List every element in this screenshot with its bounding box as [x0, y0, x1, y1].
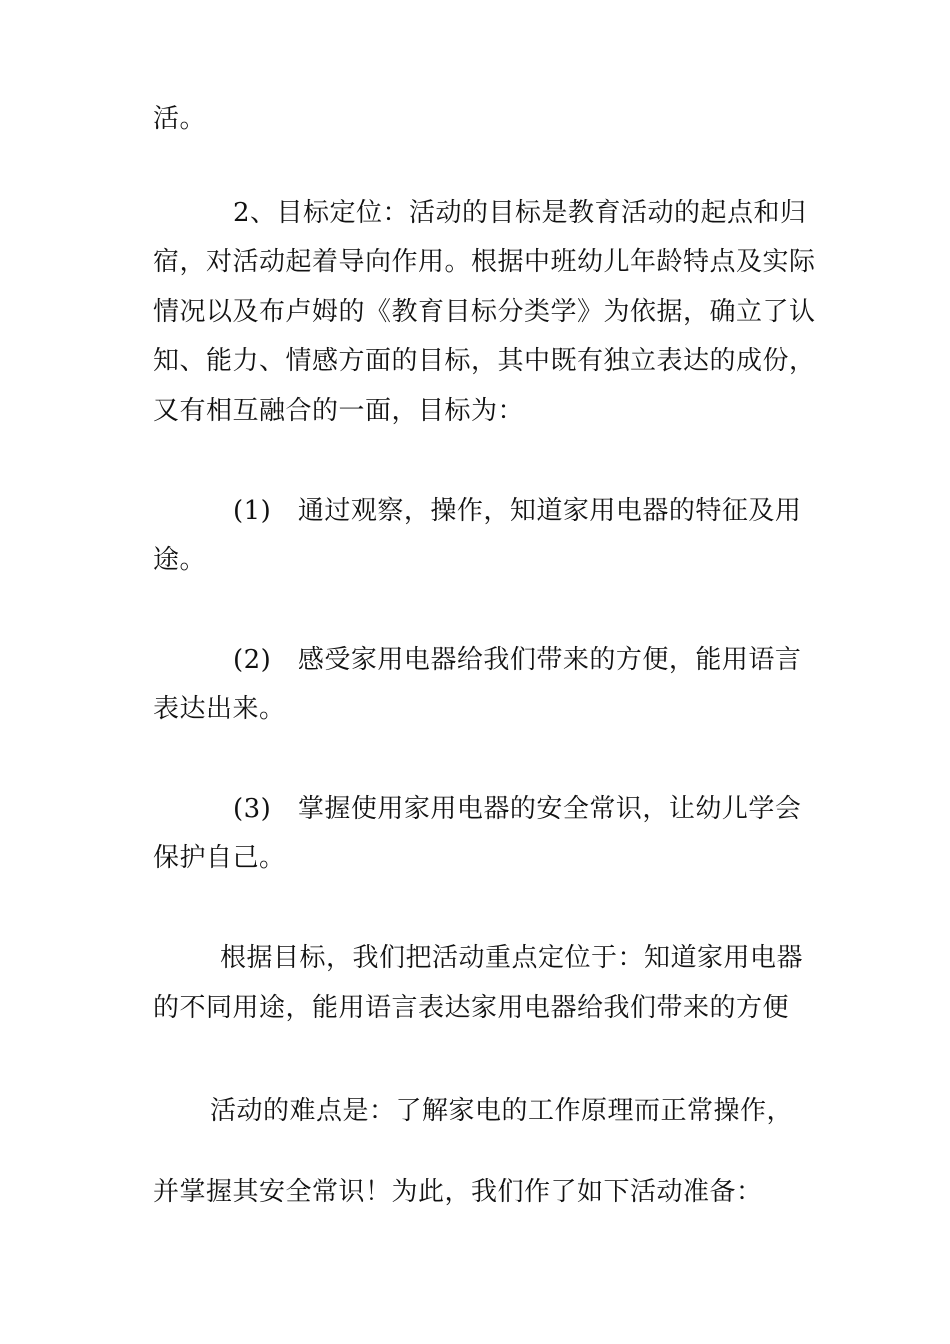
text-line: 知、能力、情感方面的目标，其中既有独立表达的成份，	[153, 346, 816, 376]
text-line: 表达出来。	[153, 694, 286, 724]
focus-paragraph-line: 根据目标，我们把活动重点定位于：知道家用电器	[220, 943, 804, 973]
text-line: 宿，对活动起着导向作用。根据中班幼儿年龄特点及实际	[153, 247, 816, 277]
difficulty-paragraph-line: 活动的难点是：了解家电的工作原理而正常操作，	[210, 1096, 794, 1126]
text-line: 途。	[153, 545, 207, 575]
text-line: 又有相互融合的一面，目标为：	[153, 396, 525, 426]
goal-1-line: (1) 通过观察，操作，知道家用电器的特征及用	[233, 496, 802, 526]
section-2-heading-line: 2、目标定位：活动的目标是教育活动的起点和归	[233, 198, 807, 228]
text-line: 情况以及布卢姆的《教育目标分类学》为依据，确立了认	[153, 297, 816, 327]
text-line: 活。	[153, 104, 207, 134]
text-line: 保护自己。	[153, 843, 286, 873]
text-line: 并掌握其安全常识！为此，我们作了如下活动准备：	[153, 1177, 763, 1207]
goal-3-line: (3) 掌握使用家用电器的安全常识，让幼儿学会	[233, 794, 802, 824]
text-line: 的不同用途，能用语言表达家用电器给我们带来的方便	[153, 993, 790, 1023]
goal-2-line: (2) 感受家用电器给我们带来的方便，能用语言	[233, 645, 802, 675]
